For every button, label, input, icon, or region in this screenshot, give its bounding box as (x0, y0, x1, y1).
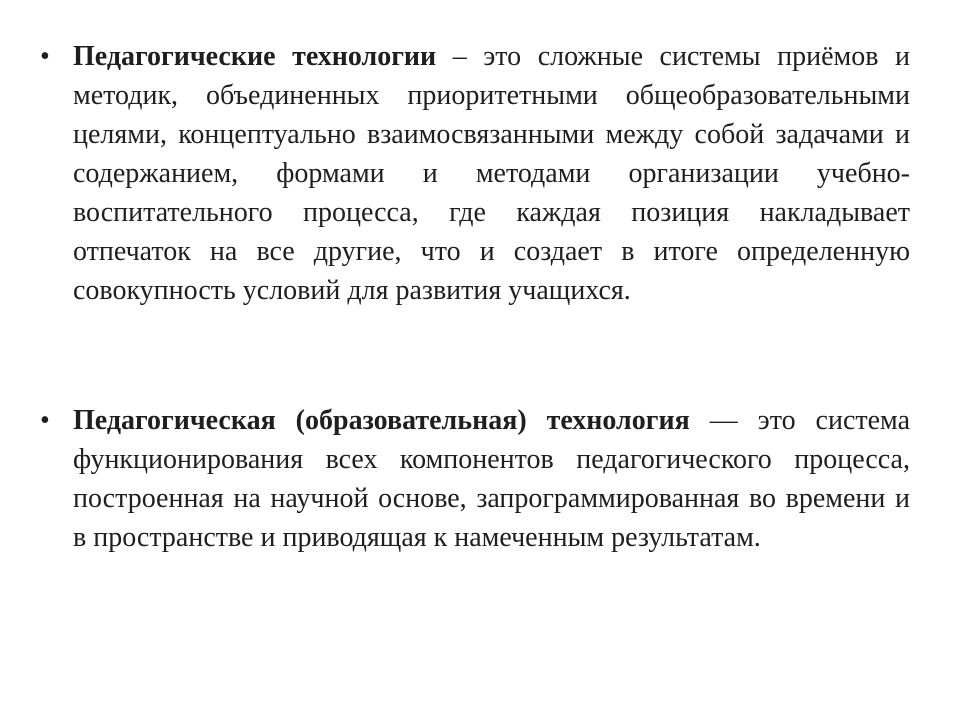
definition-body: — это система функционирования всех компонентов педагогического процесса, построенная на научной основе, запрограммированная во времени и в пространстве и приводящая к намеченным результатам. (73, 405, 910, 553)
definition-paragraph (73, 37, 910, 310)
bullet-marker: • (40, 41, 50, 72)
definition-body: – это сложные системы приёмов и методик, объединенных приоритетными общеобразовательными целями, концептуально взаимосвязанными между собой задачами и содержанием, формами и методами организации учебно-воспитательного процесса, где каждая позиция накладывает отпечаток на все другие, что и создает в итоге определенную совокупность условий для развития учащихся. (73, 41, 911, 306)
bullet-item (40, 401, 910, 557)
definition-paragraph (73, 401, 910, 557)
bullet-item (40, 37, 910, 310)
bullet-marker: • (40, 405, 50, 436)
definition-term: Педагогические технологии (73, 41, 437, 72)
definition-term: Педагогическая (образовательная) технология (73, 405, 690, 436)
